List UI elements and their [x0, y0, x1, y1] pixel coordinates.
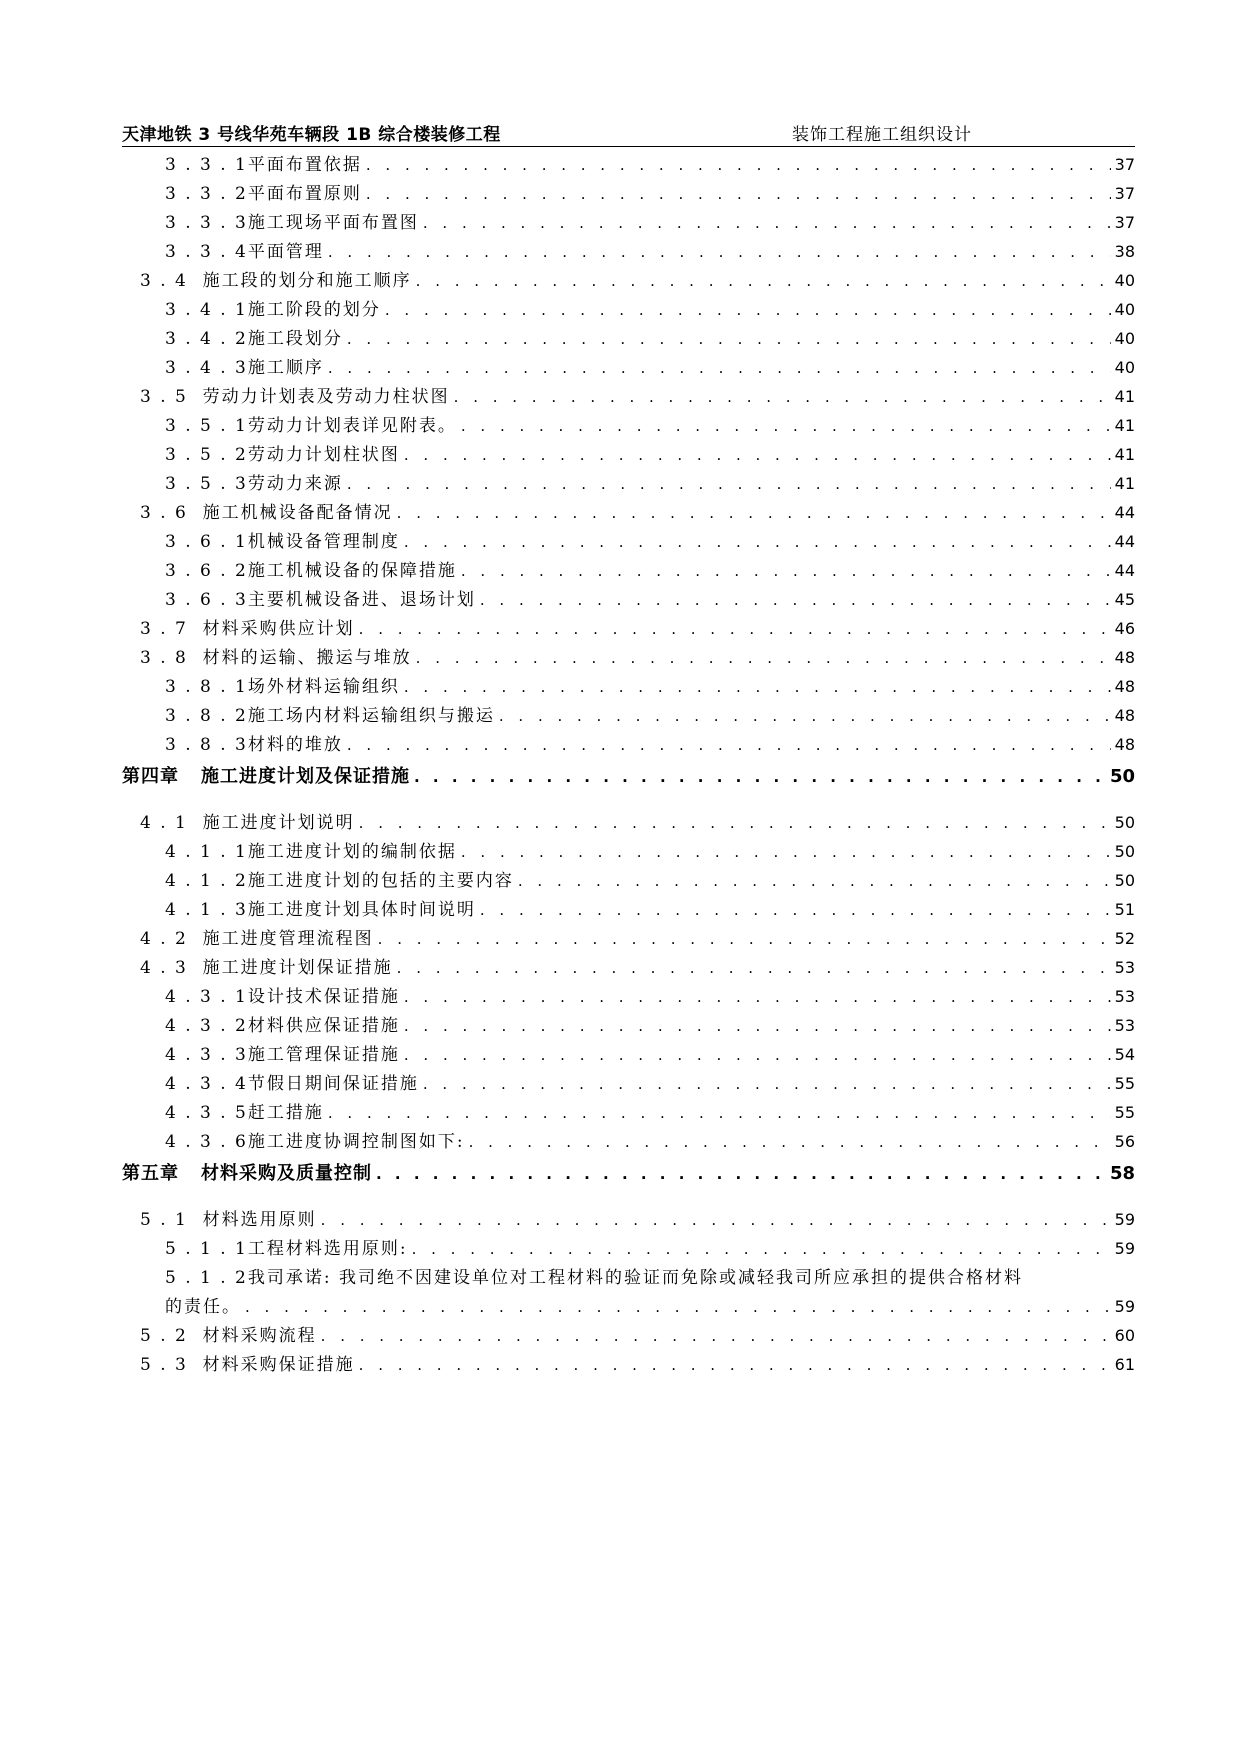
toc-entry[interactable]: [122, 471, 1135, 497]
toc-entry-title: 劳动力计划柱状图: [247, 445, 400, 465]
toc-entry-title: 施工进度协调控制图如下:: [247, 1132, 465, 1152]
toc-entry-title: 施工进度计划说明: [202, 813, 355, 833]
header-project-title: 天津地铁 3 号线华苑车辆段 1B 综合楼装修工程: [122, 125, 501, 145]
toc-leader-dots: [469, 1129, 1111, 1155]
toc-leader-dots: [359, 616, 1111, 642]
toc-leader-dots: [499, 703, 1111, 729]
toc-entry[interactable]: [122, 810, 1135, 836]
toc-entry-number: 4 . 1 . 2: [165, 871, 248, 891]
toc-entry-title: 我司承诺: 我司绝不因建设单位对工程材料的验证而免除或减轻我司所应承担的提供合格材料: [247, 1268, 1024, 1288]
toc-page-number: 50: [1114, 813, 1135, 832]
toc-entry-number: 3 . 5 . 3: [165, 474, 248, 494]
toc-entry-title: 施工现场平面布置图: [247, 213, 419, 233]
toc-entry-title: 劳动力计划表详见附表。: [247, 416, 457, 436]
toc-page-number: 50: [1114, 842, 1135, 861]
toc-entry[interactable]: [122, 1042, 1135, 1068]
toc-entry[interactable]: [122, 868, 1135, 894]
toc-entry[interactable]: [122, 732, 1135, 758]
toc-page-number: 37: [1114, 213, 1135, 232]
toc-leader-dots: [404, 674, 1111, 700]
toc-page-number: 44: [1114, 503, 1135, 522]
toc-page-number: 53: [1114, 1016, 1135, 1035]
toc-entry-number: 3 . 7: [140, 619, 203, 639]
toc-entry-title: 施工段划分: [247, 329, 343, 349]
toc-page-number: 59: [1114, 1297, 1135, 1316]
toc-entry-title: 主要机械设备进、退场计划: [247, 590, 476, 610]
toc-entry[interactable]: [122, 1207, 1135, 1233]
toc-entry-title: 施工顺序: [247, 358, 324, 378]
toc-leader-dots: [347, 732, 1111, 758]
toc-leader-dots: [404, 984, 1111, 1010]
toc-leader-dots: [378, 926, 1111, 952]
toc-leader-dots: [245, 1294, 1111, 1320]
toc-entry[interactable]: [122, 1129, 1135, 1155]
toc-leader-dots: [518, 868, 1111, 894]
toc-page-number: 40: [1114, 271, 1135, 290]
toc-entry[interactable]: [122, 616, 1135, 642]
toc-entry[interactable]: [122, 1236, 1135, 1262]
toc-entry-title: 材料采购流程: [202, 1326, 317, 1346]
toc-leader-dots: [359, 1352, 1111, 1378]
toc-leader-dots: [328, 239, 1111, 265]
toc-entry[interactable]: [122, 413, 1135, 439]
toc-page-number: 40: [1114, 300, 1135, 319]
header-document-title: 装饰工程施工组织设计: [792, 125, 972, 145]
toc-leader-dots: [347, 471, 1111, 497]
toc-entry-number: 5 . 1: [140, 1210, 203, 1230]
toc-entry-number: 4 . 3 . 1: [165, 987, 248, 1007]
toc-entry[interactable]: [122, 558, 1135, 584]
toc-entry[interactable]: [122, 1352, 1135, 1378]
toc-entry[interactable]: [122, 703, 1135, 729]
toc-leader-dots: [404, 442, 1111, 468]
toc-page-number: 61: [1114, 1355, 1135, 1374]
toc-entry-number: 5 . 1 . 2: [165, 1268, 248, 1288]
toc-entry[interactable]: [122, 239, 1135, 265]
toc-entry-title: 劳动力计划表及劳动力柱状图: [202, 387, 450, 407]
toc-leader-dots: [359, 810, 1111, 836]
toc-entry[interactable]: [122, 1294, 1135, 1320]
toc-entry-title: 节假日期间保证措施: [247, 1074, 419, 1094]
toc-page-number: 55: [1114, 1103, 1135, 1122]
toc-entry-title: 施工进度管理流程图: [202, 929, 374, 949]
toc-leader-dots: [416, 268, 1111, 294]
toc-page-number: 50: [1109, 766, 1135, 787]
toc-entry-title: 施工阶段的划分: [247, 300, 381, 320]
toc-entry-title: 施工段的划分和施工顺序: [202, 271, 412, 291]
toc-page-number: 50: [1114, 871, 1135, 890]
toc-entry-number: 3 . 6 . 1: [165, 532, 248, 552]
toc-entry-number: 第四章: [122, 766, 179, 787]
toc-entry-number: 3 . 4 . 3: [165, 358, 248, 378]
toc-leader-dots: [454, 384, 1111, 410]
toc-entry-title: 材料采购及质量控制: [201, 1163, 372, 1184]
toc-leader-dots: [480, 897, 1111, 923]
toc-page-number: 40: [1114, 329, 1135, 348]
toc-entry-number: 5 . 1 . 1: [165, 1239, 248, 1259]
toc-entry-number: 4 . 1: [140, 813, 203, 833]
toc-entry-number: 4 . 3 . 2: [165, 1016, 248, 1036]
toc-page-number: 44: [1114, 532, 1135, 551]
toc-entry-title: 平面布置依据: [247, 155, 362, 175]
toc-entry-title: 施工管理保证措施: [247, 1045, 400, 1065]
toc-leader-dots: [423, 1071, 1111, 1097]
toc-leader-dots: [404, 529, 1111, 555]
toc-entry-title: 的责任。: [165, 1297, 241, 1317]
toc-entry[interactable]: [122, 1323, 1135, 1349]
toc-page-number: 37: [1114, 155, 1135, 174]
toc-entry-number: 3 . 8 . 1: [165, 677, 248, 697]
toc-entry-number: 3 . 3 . 2: [165, 184, 248, 204]
toc-leader-dots: [423, 210, 1111, 236]
toc-leader-dots: [480, 587, 1111, 613]
toc-page-number: 38: [1114, 242, 1135, 261]
toc-page-number: 53: [1114, 987, 1135, 1006]
toc-entry-number: 3 . 8: [140, 648, 203, 668]
toc-entry-number: 5 . 2: [140, 1326, 203, 1346]
toc-entry[interactable]: [122, 926, 1135, 952]
toc-page-number: 41: [1114, 474, 1135, 493]
toc-entry[interactable]: [122, 500, 1135, 526]
toc-page-number: 48: [1114, 706, 1135, 725]
toc-entry-number: 3 . 4 . 2: [165, 329, 248, 349]
toc-leader-dots: [397, 955, 1111, 981]
toc-entry-number: 3 . 3 . 4: [165, 242, 248, 262]
toc-entry-title: 施工进度计划的编制依据: [247, 842, 457, 862]
toc-page-number: 37: [1114, 184, 1135, 203]
toc-entry[interactable]: [122, 984, 1135, 1010]
toc-entry-title: 材料选用原则: [202, 1210, 317, 1230]
toc-entry-title: 平面管理: [247, 242, 324, 262]
toc-entry[interactable]: [122, 181, 1135, 207]
toc-entry-title: 工程材料选用原则:: [247, 1239, 408, 1259]
toc-entry-title: 施工机械设备的保障措施: [247, 561, 457, 581]
toc-page-number: 48: [1114, 648, 1135, 667]
toc-entry[interactable]: [122, 326, 1135, 352]
toc-page-number: 48: [1114, 735, 1135, 754]
toc-entry-number: 第五章: [122, 1163, 179, 1184]
toc-entry[interactable]: [122, 210, 1135, 236]
toc-entry-title: 场外材料运输组织: [247, 677, 400, 697]
toc-leader-dots: [366, 181, 1111, 207]
toc-entry[interactable]: [122, 1071, 1135, 1097]
toc-entry-number: 3 . 6 . 2: [165, 561, 248, 581]
toc-entry-title: 材料的堆放: [247, 735, 343, 755]
toc-entry-title: 施工机械设备配备情况: [202, 503, 393, 523]
toc-leader-dots: [385, 297, 1111, 323]
toc-entry-number: 3 . 8 . 2: [165, 706, 248, 726]
toc-entry-number: 5 . 3: [140, 1355, 203, 1375]
toc-entry-number: 3 . 3 . 3: [165, 213, 248, 233]
toc-chapter-entry[interactable]: [122, 1161, 1135, 1187]
toc-page-number: 45: [1114, 590, 1135, 609]
toc-entry[interactable]: [122, 355, 1135, 381]
toc-leader-dots: [347, 326, 1111, 352]
toc-entry[interactable]: [122, 384, 1135, 410]
toc-page-number: 53: [1114, 958, 1135, 977]
toc-page-number: 48: [1114, 677, 1135, 696]
toc-page-number: 44: [1114, 561, 1135, 580]
toc-entry-number: 3 . 4: [140, 271, 203, 291]
toc-entry[interactable]: [122, 529, 1135, 555]
toc-entry-number: 4 . 3 . 6: [165, 1132, 248, 1152]
toc-leader-dots: [321, 1207, 1111, 1233]
toc-leader-dots: [461, 558, 1111, 584]
toc-entry-title: 材料的运输、搬运与堆放: [202, 648, 412, 668]
toc-page-number: 40: [1114, 358, 1135, 377]
toc-entry-number: 4 . 2: [140, 929, 203, 949]
toc-entry-number: 3 . 5 . 1: [165, 416, 248, 436]
toc-entry-number: 4 . 3 . 5: [165, 1103, 248, 1123]
toc-entry-title: 材料采购保证措施: [202, 1355, 355, 1375]
toc-entry-title: 施工进度计划具体时间说明: [247, 900, 476, 920]
toc-entry-title: 施工进度计划保证措施: [202, 958, 393, 978]
toc-entry-number: 4 . 3: [140, 958, 203, 978]
toc-entry[interactable]: [122, 297, 1135, 323]
toc-entry-number: 3 . 6 . 3: [165, 590, 248, 610]
toc-page-number: 51: [1114, 900, 1135, 919]
toc-entry-title: 材料供应保证措施: [247, 1016, 400, 1036]
toc-entry-number: 4 . 1 . 1: [165, 842, 248, 862]
toc-entry[interactable]: [122, 897, 1135, 923]
page-header: [122, 118, 1135, 147]
toc-entry[interactable]: [122, 674, 1135, 700]
toc-page-number: 46: [1114, 619, 1135, 638]
toc-entry[interactable]: [122, 839, 1135, 865]
toc-page-number: 58: [1109, 1163, 1135, 1184]
toc-entry-number: 4 . 3 . 3: [165, 1045, 248, 1065]
toc-entry[interactable]: [122, 955, 1135, 981]
toc-page-number: 52: [1114, 929, 1135, 948]
toc-leader-dots: [412, 1236, 1111, 1262]
toc-entry-number: 3 . 4 . 1: [165, 300, 248, 320]
toc-entry-number: 3 . 5 . 2: [165, 445, 248, 465]
toc-leader-dots: [366, 152, 1111, 178]
toc-entry-title: 施工进度计划的包括的主要内容: [247, 871, 514, 891]
toc-page-number: 55: [1114, 1074, 1135, 1093]
toc-entry[interactable]: [122, 1013, 1135, 1039]
toc-entry[interactable]: [122, 1265, 1135, 1291]
toc-entry-title: 赶工措施: [247, 1103, 324, 1123]
toc-page-number: 60: [1114, 1326, 1135, 1345]
toc-leader-dots: [416, 645, 1111, 671]
toc-entry[interactable]: [122, 587, 1135, 613]
toc-leader-dots: [397, 500, 1111, 526]
toc-entry-title: 施工进度计划及保证措施: [201, 766, 410, 787]
toc-entry-number: 3 . 8 . 3: [165, 735, 248, 755]
toc-page-number: 41: [1114, 416, 1135, 435]
toc-chapter-entry[interactable]: [122, 764, 1135, 790]
toc-entry[interactable]: [122, 268, 1135, 294]
toc-entry-number: 3 . 5: [140, 387, 203, 407]
toc-entry-number: 4 . 1 . 3: [165, 900, 248, 920]
toc-entry-title: 劳动力来源: [247, 474, 343, 494]
toc-entry-title: 平面布置原则: [247, 184, 362, 204]
toc-page-number: 56: [1114, 1132, 1135, 1151]
toc-page-number: 41: [1114, 445, 1135, 464]
toc-entry-title: 机械设备管理制度: [247, 532, 400, 552]
toc-page-number: 54: [1114, 1045, 1135, 1064]
toc-entry-number: 4 . 3 . 4: [165, 1074, 248, 1094]
toc-leader-dots: [414, 764, 1106, 790]
toc-entry[interactable]: [122, 442, 1135, 468]
toc-entry[interactable]: [122, 645, 1135, 671]
toc-entry-number: 3 . 3 . 1: [165, 155, 248, 175]
toc-leader-dots: [404, 1013, 1111, 1039]
toc-leader-dots: [461, 839, 1111, 865]
toc-entry-title: 材料采购供应计划: [202, 619, 355, 639]
toc-entry-title: 设计技术保证措施: [247, 987, 400, 1007]
toc-leader-dots: [328, 1100, 1111, 1126]
toc-leader-dots: [328, 355, 1111, 381]
toc-leader-dots: [376, 1161, 1106, 1187]
toc-leader-dots: [461, 413, 1111, 439]
toc-entry[interactable]: [122, 152, 1135, 178]
toc-page-number: 59: [1114, 1210, 1135, 1229]
toc-leader-dots: [321, 1323, 1111, 1349]
toc-page-number: 41: [1114, 387, 1135, 406]
toc-entry[interactable]: [122, 1100, 1135, 1126]
toc-entry-title: 施工场内材料运输组织与搬运: [247, 706, 495, 726]
toc-leader-dots: [404, 1042, 1111, 1068]
toc-page-number: 59: [1114, 1239, 1135, 1258]
toc-entry-number: 3 . 6: [140, 503, 203, 523]
